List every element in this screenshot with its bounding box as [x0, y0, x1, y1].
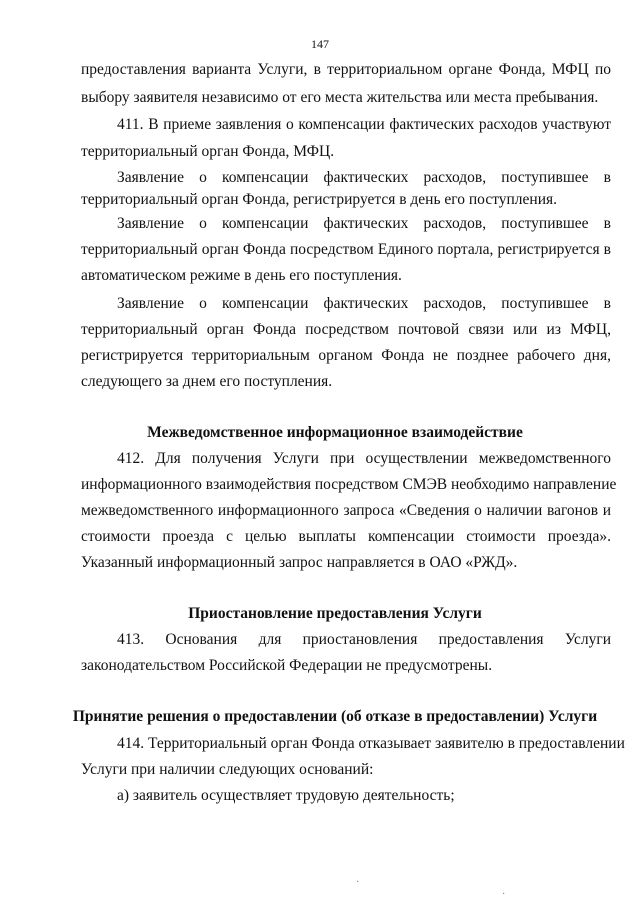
paragraph-line: выбору заявителя независимо от его места жительства или места пребывания. — [81, 89, 599, 106]
paragraph-line: Заявление о компенсации фактических расходов, поступившее в — [117, 295, 611, 312]
paragraph-line: территориальный орган Фонда, регистрируется в день его поступления. — [81, 191, 558, 208]
paragraph-line: предоставления варианта Услуги, в территориальном органе Фонда, МФЦ по — [81, 61, 611, 78]
paragraph-line: а) заявитель осуществляет трудовую деятельность; — [117, 787, 455, 804]
paragraph-line: следующего за днем его поступления. — [81, 373, 333, 390]
paragraph-line: 413. Основания для приостановления предоставления Услуги — [117, 631, 611, 648]
section-heading: Приостановление предоставления Услуги — [188, 605, 482, 622]
paragraph-line: автоматическом режиме в день его поступления. — [81, 267, 402, 284]
scan-artifact: · — [356, 877, 360, 888]
scan-artifact: · — [502, 889, 506, 900]
paragraph-line: межведомственного информационного запроса «Сведения о наличии вагонов и — [81, 502, 611, 519]
paragraph-line: законодательством Российской Федерации не предусмотрены. — [81, 657, 493, 674]
paragraph-line: регистрируется территориальным органом Фонда не позднее рабочего дня, — [81, 347, 611, 364]
section-heading: Межведомственное информационное взаимодействие — [147, 424, 523, 441]
paragraph-line: Услуги при наличии следующих оснований: — [81, 761, 374, 778]
paragraph-line: стоимости проезда с целью выплаты компенсации стоимости проезда». — [81, 528, 611, 545]
paragraph-line: территориальный орган Фонда, МФЦ. — [81, 143, 335, 160]
paragraph-line: территориальный орган Фонда посредством Единого портала, регистрируется в — [81, 241, 611, 258]
paragraph-line: информационного взаимодействия посредством СМЭВ необходимо направление — [81, 476, 617, 493]
section-heading: Принятие решения о предоставлении (об отказе в предоставлении) Услуги — [72, 708, 598, 725]
paragraph-line: 414. Территориальный орган Фонда отказывает заявителю в предоставлении — [117, 735, 625, 752]
paragraph-line: территориальный орган Фонда посредством почтовой связи или из МФЦ, — [81, 321, 611, 338]
paragraph-line: Указанный информационный запрос направляется в ОАО «РЖД». — [81, 554, 518, 571]
paragraph-line: 411. В приеме заявления о компенсации фактических расходов участвуют — [117, 116, 611, 133]
paragraph-line: Заявление о компенсации фактических расходов, поступившее в — [117, 169, 611, 186]
paragraph-line: Заявление о компенсации фактических расходов, поступившее в — [117, 215, 611, 232]
page-number: 147 — [311, 37, 329, 51]
paragraph-line: 412. Для получения Услуги при осуществлении межведомственного — [117, 450, 611, 467]
